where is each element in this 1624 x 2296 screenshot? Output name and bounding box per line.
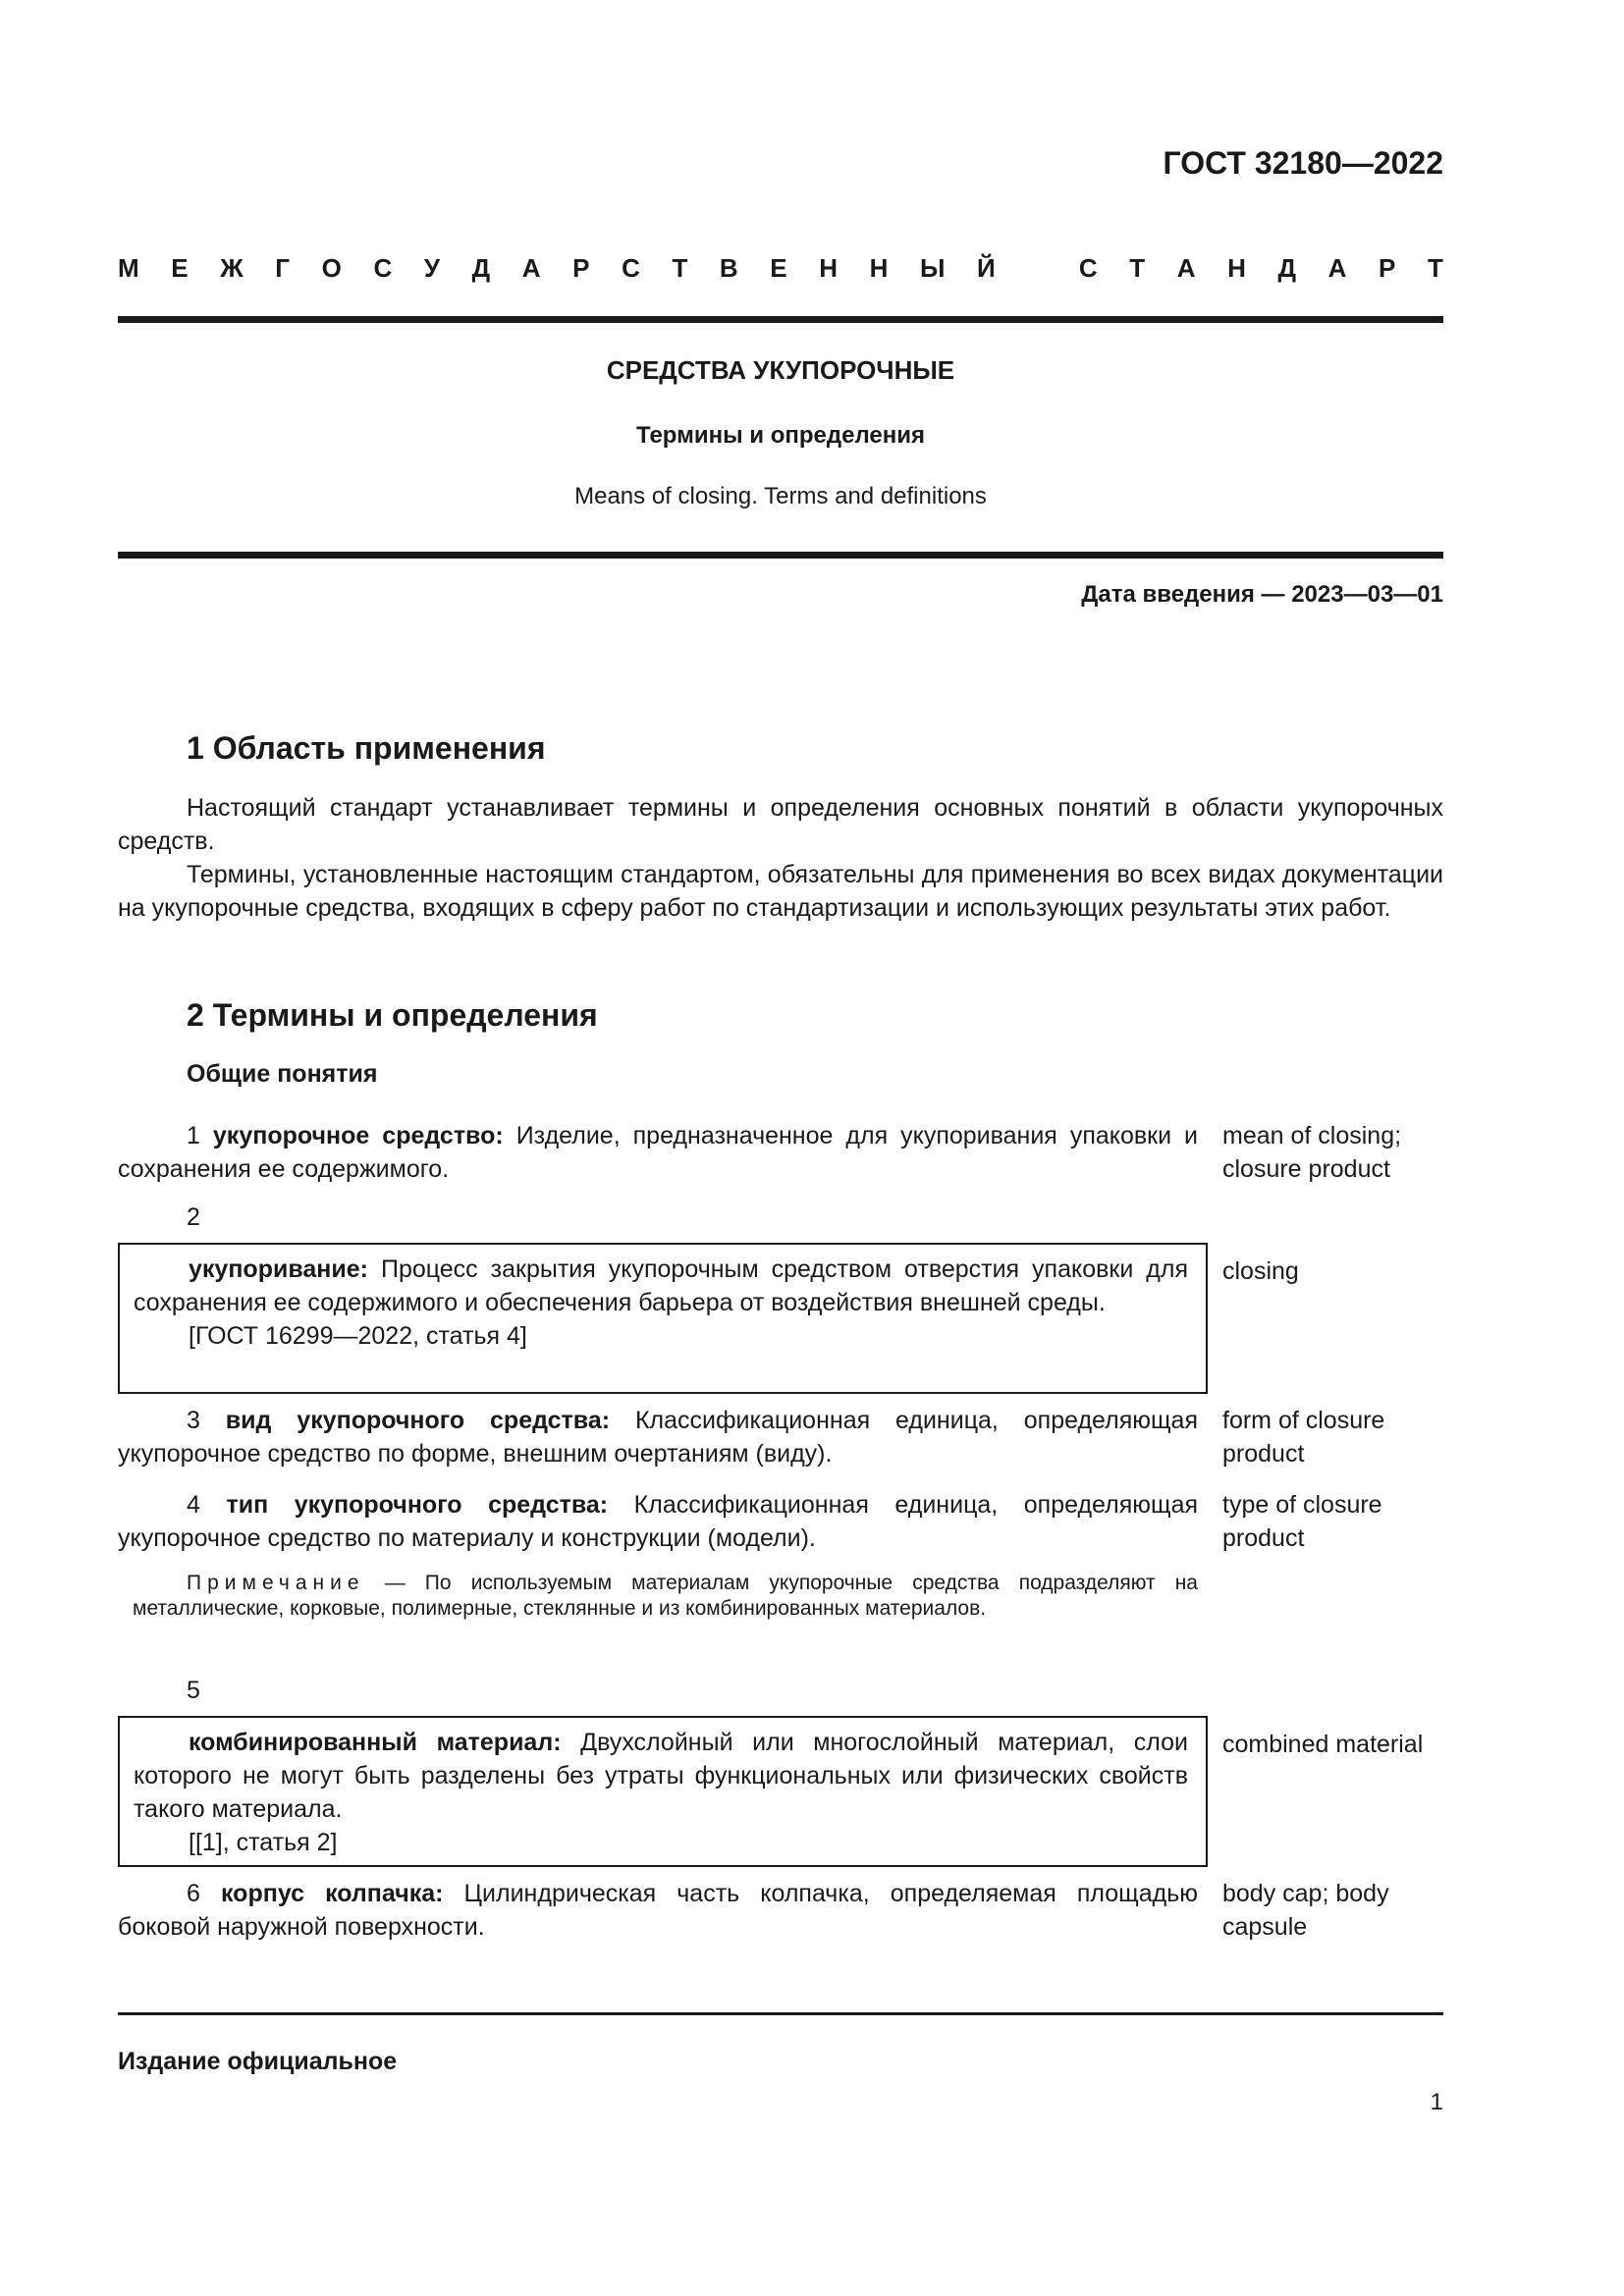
banner-letter: Ы <box>919 253 946 283</box>
term-1-english: mean of closing; closure product <box>1222 1122 1402 1183</box>
term-number: 3 <box>187 1407 200 1434</box>
standard-banner <box>118 253 1443 284</box>
section-1-heading: 1 Область применения <box>187 730 546 766</box>
top-rule <box>118 316 1443 323</box>
english-title: Means of closing. Terms and definitions <box>574 483 987 509</box>
banner-letter: А <box>521 253 541 283</box>
term-6 <box>118 1877 1198 1944</box>
term-definition: Изделие, предназначенное для укупоривания упаковки и сохранения ее содержимого. <box>118 1122 1199 1183</box>
banner-letter: Е <box>171 253 189 283</box>
term-source: [[1], статья 2] <box>189 1829 338 1856</box>
banner-letter: А <box>1176 253 1196 283</box>
document-subtitle: Термины и определения <box>635 422 926 449</box>
term-3 <box>118 1404 1198 1470</box>
term-1 <box>118 1119 1198 1186</box>
banner-letter: Н <box>1227 253 1246 283</box>
term-number: 4 <box>187 1491 200 1519</box>
banner-letter: М <box>118 253 139 283</box>
term-6-english: body cap; body capsule <box>1222 1880 1389 1941</box>
note-label: Примечание <box>187 1572 365 1594</box>
banner-letter: Й <box>977 253 996 283</box>
banner-letter: О <box>321 253 342 283</box>
banner-letter: Д <box>1277 253 1297 283</box>
term-2-english: closing <box>1222 1257 1299 1285</box>
section-1-paragraph-2: Термины, установленные настоящим стандартом, обязательны для применения во всех видах документации на укупорочные средства, входящих в сферу работ по стандартизации и использующих результаты этих работ. <box>118 861 1443 922</box>
banner-letter: Т <box>672 253 688 283</box>
banner-letter: С <box>1078 253 1098 283</box>
banner-letter: Д <box>471 253 491 283</box>
standard-number: ГОСТ 32180—2022 <box>1163 145 1443 181</box>
banner-letter: В <box>719 253 738 283</box>
term-4 <box>118 1488 1198 1555</box>
banner-letter: Е <box>770 253 787 283</box>
official-edition: Издание официальное <box>118 2048 398 2075</box>
term-3-english: form of closure product <box>1222 1407 1385 1468</box>
term-5-english: combined material <box>1222 1731 1424 1758</box>
term-definition: Цилиндрическая часть колпачка, определяемая площадью боковой наружной поверхности. <box>118 1880 1198 1941</box>
banner-letter: С <box>373 253 393 283</box>
term-5-box <box>118 1716 1208 1867</box>
intro-date: Дата введения — 2023—03—01 <box>1081 581 1443 608</box>
banner-letter: Н <box>869 253 889 283</box>
term-number: 1 <box>187 1122 200 1149</box>
banner-letter: Г <box>275 253 291 283</box>
section-1-body <box>118 791 1443 925</box>
term-definition: Двухслойный или многослойный материал, слои которого не могут быть разделены без утраты функциональных или физических свойств такого материала. <box>134 1729 1188 1823</box>
term-2-box <box>118 1243 1208 1394</box>
banner-letter: А <box>1327 253 1347 283</box>
term-name: тип укупорочного средства: <box>226 1491 609 1519</box>
section-1-paragraph-1: Настоящий стандарт устанавливает термины и определения основных понятий в области укупорочных средств. <box>118 794 1443 855</box>
term-4-english: type of closure product <box>1222 1491 1382 1552</box>
note-text: — По используемым материалам укупорочные средства подразделяют на металлические, корковые, полимерные, стеклянные и из комбинированных материалов. <box>133 1572 1198 1620</box>
term-name: укупорочное средство: <box>212 1122 504 1149</box>
term-number: 6 <box>187 1880 200 1907</box>
section-2-subheading: Общие понятия <box>187 1060 378 1088</box>
term-name: вид укупорочного средства: <box>225 1407 611 1434</box>
banner-gap <box>1027 253 1047 284</box>
term-name: укупоривание: <box>189 1255 368 1283</box>
banner-letter: Т <box>1129 253 1146 283</box>
footer-rule <box>118 2012 1443 2015</box>
banner-letter: Ж <box>220 253 244 283</box>
term-definition: Процесс закрытия укупорочным средством отверстия упаковки для сохранения ее содержимого и обеспечения барьера от воздействия внешней среды. <box>134 1255 1188 1316</box>
banner-letter: Р <box>1379 253 1396 283</box>
term-definition: Классификационная единица, определяющая укупорочное средство по форме, внешним очертаниям (виду). <box>118 1407 1198 1468</box>
term-2-number: 2 <box>187 1203 200 1231</box>
section-2-heading: 2 Термины и определения <box>187 997 598 1033</box>
term-name: комбинированный материал: <box>189 1729 562 1756</box>
term-4-note <box>133 1571 1198 1622</box>
title-rule <box>118 552 1443 559</box>
banner-letter: Н <box>819 253 839 283</box>
term-source: [ГОСТ 16299—2022, статья 4] <box>189 1322 527 1350</box>
term-5-number: 5 <box>187 1677 200 1704</box>
banner-letter: Т <box>1427 253 1443 283</box>
banner-letter: У <box>423 253 441 283</box>
document-title: СРЕДСТВА УКУПОРОЧНЫЕ <box>606 355 955 385</box>
banner-letter: Р <box>572 253 590 283</box>
banner-letter: С <box>622 253 640 283</box>
page-number: 1 <box>1430 2089 1443 2115</box>
term-definition: Классификационная единица, определяющая укупорочное средство по материалу и конструкции (модели). <box>118 1491 1199 1552</box>
term-name: корпус колпачка: <box>221 1880 444 1907</box>
